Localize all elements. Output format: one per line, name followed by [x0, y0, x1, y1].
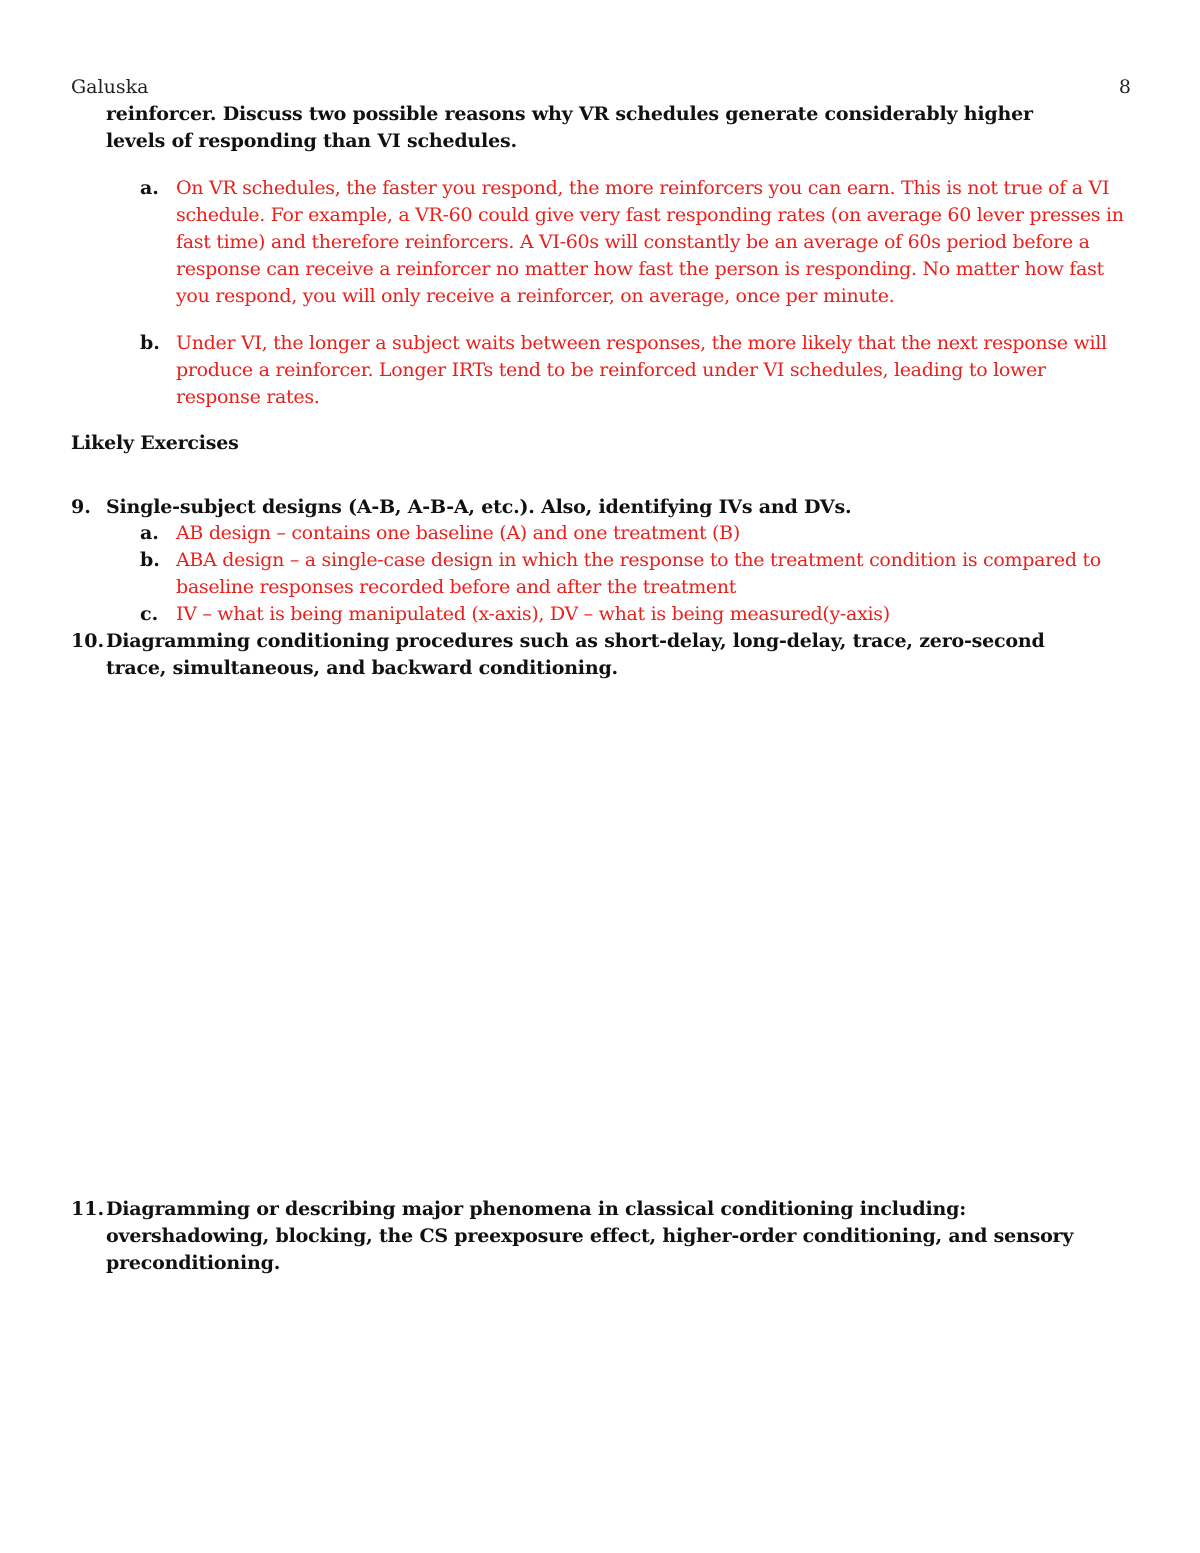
answer-9a-text: AB design – contains one baseline (A) and one treatment (B)	[176, 522, 740, 544]
question-11-text: Diagramming or describing major phenomena in classical conditioning including: overshadowing, blocking, the CS preexposure effect, higher-order conditioning, and sensory preconditioning.	[106, 1198, 1074, 1274]
answer-9a-marker: a.	[140, 522, 159, 544]
answer-8a-text: On VR schedules, the faster you respond, the more reinforcers you can earn. This is not true of a VI schedule. For example, a VR-60 could give very fast responding rates (on average 60 lever presses in fast time) and therefore reinforcers. A VI-60s will constantly be an average of 60s period before a response can receive a reinforcer no matter how fast the person is responding. No matter how fast you respond, you will only receive a reinforcer, on average, once per minute.	[176, 177, 1124, 307]
page-header	[71, 76, 1131, 100]
answer-8a-marker: a.	[140, 177, 159, 199]
answer-9c-marker: c.	[140, 603, 159, 625]
header-page-number: 8	[1118, 76, 1131, 98]
answer-9c-text: IV – what is being manipulated (x-axis), DV – what is being measured(y-axis)	[176, 603, 890, 625]
question-9-number: 9.	[71, 496, 91, 518]
answer-8b-text: Under VI, the longer a subject waits between responses, the more likely that the next response will produce a reinforcer. Longer IRTs tend to be reinforced under VI schedules, leading to lower response rates.	[176, 332, 1107, 408]
question-11-number: 11.	[71, 1198, 105, 1220]
question-8-continuation: reinforcer. Discuss two possible reasons why VR schedules generate considerably higher levels of responding than VI schedules.	[106, 103, 1033, 152]
section-heading: Likely Exercises	[71, 432, 239, 454]
answer-9b-text: ABA design – a single-case design in which the response to the treatment condition is compared to baseline responses recorded before and after the treatment	[176, 549, 1101, 598]
answer-9b-marker: b.	[140, 549, 160, 571]
question-10-number: 10.	[71, 630, 105, 652]
header-author: Galuska	[71, 76, 149, 98]
answer-8b-marker: b.	[140, 332, 160, 354]
question-9-text: Single-subject designs (A-B, A-B-A, etc.). Also, identifying IVs and DVs.	[106, 496, 852, 518]
question-10-text: Diagramming conditioning procedures such as short-delay, long-delay, trace, zero-second trace, simultaneous, and backward conditioning.	[106, 630, 1045, 679]
